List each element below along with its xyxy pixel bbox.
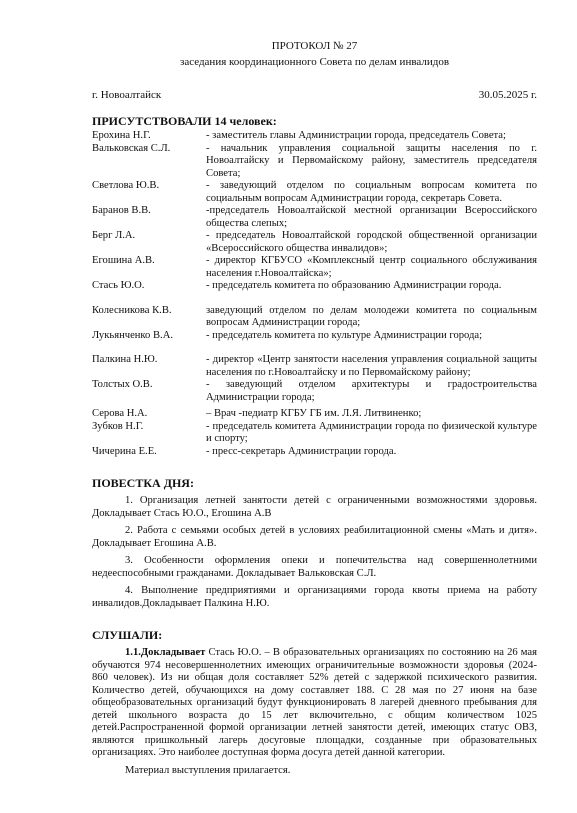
attendee-role: - председатель комитета Администрации города по физической культуре и спорту; [206, 420, 537, 445]
agenda-item: 3. Особенности оформления опеки и попечительства над совершеннолетними недееспособными гражданами. Докладывает Вальковская С.Л. [92, 555, 537, 579]
attendee-role: - заведующий отделом архитектуры и градостроительства Администрации города; [206, 379, 537, 403]
meeting-date: 30.05.2025 г. [478, 88, 537, 101]
attendee-row [92, 379, 537, 408]
attendee-row [92, 230, 537, 255]
attendee-role: заведующий отделом по делам молодежи комитета по социальным вопросам Администрации города; [206, 304, 537, 329]
attendee-name: Лукьянченко В.А. [92, 329, 174, 341]
agenda-item: 2. Работа с семьями особых детей в условиях реабилитационной смены «Мать и дитя». Докладывает Егошина А.В. [92, 525, 537, 549]
attendee-row [92, 446, 537, 459]
attendee-row [92, 205, 537, 230]
agenda-heading: ПОВЕСТКА ДНЯ: [92, 476, 194, 491]
heard-heading: СЛУШАЛИ: [92, 628, 163, 643]
attendee-name: Берг Л.А. [92, 230, 136, 242]
attendee-name: Егошина А.В. [92, 255, 155, 267]
attendee-role: - председатель Новоалтайской городской общественной организации «Всероссийского общества инвалидов»; [206, 230, 537, 254]
attendee-role: -председатель Новоалтайской местной организации Всероссийского общества слепых; [206, 205, 537, 229]
attendee-name: Чичерина Е.Е. [92, 445, 157, 457]
report-text: Стась Ю.О. – В образовательных организациях по состоянию на 26 мая обучаются 974 несовершеннолетних имеющих ограничительные возможности здоровья (2024- 860 человек). Из ни общая доля составляет 52% детей с задержкой психического развития. Количество детей, обучающихся на дому составляет 188. С 28 мая по 27 июня на базе общеобразовательных организаций будут функционировать 8 лагерей дневного пребывания для детей школьного возраста до 15 лет включительно, с общим количеством 1025 детей.Распространенной формой организации летней занятости детей, имеющих статус ОВЗ, являются пришкольный лагерь досуговые площадки, созданные при образовательных организациях. Это наиболее доступная форма досуга детей данной категории. [92, 647, 537, 759]
attendee-name: Серова Н.А. [92, 408, 148, 420]
attendee-name: Зубков Н.Г. [92, 420, 144, 432]
attendee-row [92, 408, 537, 421]
attendee-row [92, 143, 537, 181]
attendee-row [92, 305, 537, 330]
attendee-role: - директор «Центр занятости населения управления социальной защиты населения по г.Новоалтайску и по Первомайскому району; [206, 354, 537, 378]
report-paragraph [92, 647, 537, 760]
agenda-item: 4. Выполнение предприятиями и организациями города квоты приема на работу инвалидов.Докладывает Палкина Н.Ю. [92, 585, 537, 609]
attendee-role: - заведующий отделом по социальным вопросам комитета по социальным вопросам Администрации города, секретарь Совета. [206, 180, 537, 204]
attendee-name: Колесникова К.В. [92, 304, 172, 316]
attendees-table [92, 130, 537, 458]
attendee-role: - заместитель главы Администрации города, председатель Совета; [206, 130, 506, 142]
attendee-name: Ерохина Н.Г. [92, 130, 151, 142]
report-lead: 1.1.Докладывает [125, 647, 206, 659]
attendee-name: Стась Ю.О. [92, 280, 145, 292]
attendee-row [92, 354, 537, 379]
attendee-name: Светлова Ю.В. [92, 180, 160, 192]
attendee-name: Вальковская С.Л. [92, 142, 171, 154]
agenda-item: 1. Организация летней занятости детей с ограниченными возможностями здоровья. Докладывает Стась Ю.О., Егошина А.В [92, 495, 537, 519]
attendee-name: Палкина Н.Ю. [92, 354, 158, 366]
attendee-name: Толстых О.В. [92, 379, 153, 391]
attendee-name: Баранов В.В. [92, 205, 151, 217]
attendee-row [92, 130, 537, 143]
city: г. Новоалтайск [92, 88, 162, 101]
attendee-role: - пресс-секретарь Администрации города. [206, 445, 397, 457]
attendee-row [92, 180, 537, 205]
attendee-row [92, 421, 537, 446]
attendee-row [92, 330, 537, 355]
attendees-heading: ПРИСУТСТВОВАЛИ 14 человек: [92, 113, 277, 128]
attendee-row [92, 255, 537, 280]
protocol-title: ПРОТОКОЛ № 27 [271, 40, 358, 52]
attendee-role: - председатель комитета по культуре Администрации города; [206, 329, 483, 341]
attendee-role: - начальник управления социальной защиты населения по г. Новоалтайску и Первомайскому району, заместитель председателя Совета; [206, 142, 537, 179]
protocol-subtitle: заседания координационного Совета по делам инвалидов [179, 55, 450, 68]
attendee-role: - директор КГБУСО «Комплексный центр социального обслуживания населения г.Новоалтайска»; [206, 255, 537, 279]
attendee-role: – Врач -педиатр КГБУ ГБ им. Л.Я. Литвиненко; [206, 408, 422, 420]
attendee-role: - председатель комитета по образованию Администрации города. [206, 280, 502, 292]
city-date-line [92, 89, 537, 102]
attendee-row [92, 280, 537, 305]
attachment-note: Материал выступления прилагается. [125, 764, 291, 776]
